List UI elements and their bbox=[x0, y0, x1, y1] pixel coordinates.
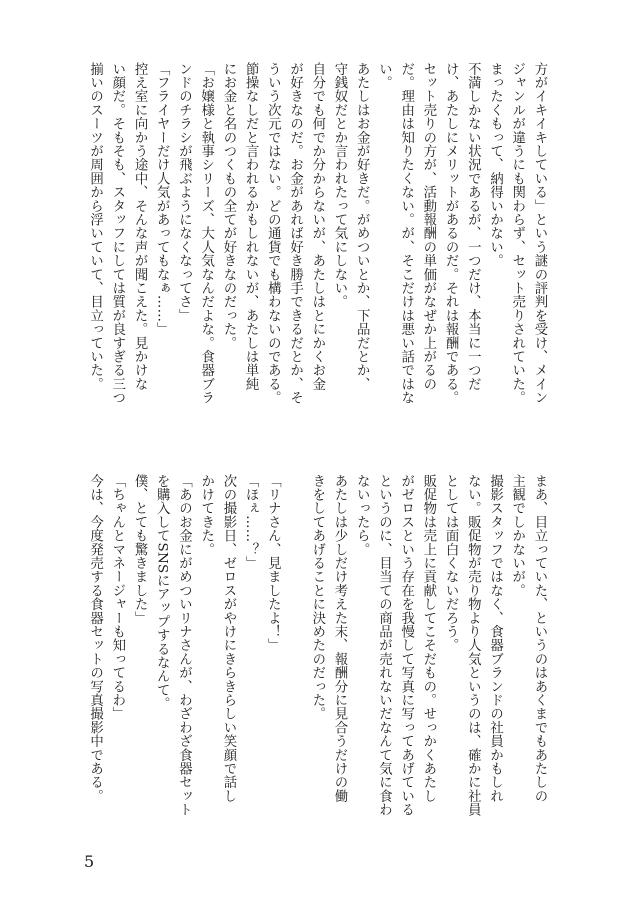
text-column: ンドのチラシが飛ぶようになくなってさ」 bbox=[176, 62, 192, 323]
text-column: きをしてあげることに決めたのだった。 bbox=[309, 474, 325, 721]
text-column: 自分でも何でか分からないが、あたしはとにかくお金 bbox=[309, 62, 325, 391]
text-column: 「フライヤーだけ人気があってもなぁ……」 bbox=[154, 62, 170, 336]
text-column: 「リナさん、見ましたよ！」 bbox=[265, 474, 281, 653]
text-column: あたしはお金が好きだ。がめついとか、下品だとか、 bbox=[354, 62, 370, 391]
text-column: 「ほぇ……？」 bbox=[243, 474, 259, 570]
text-column: まったくもって、納得いかない。 bbox=[487, 62, 503, 268]
text-column: 「あのお金にがめついリナさんが、わざわざ食器セット bbox=[176, 474, 192, 817]
text-column: ジャンルが違うにも関わらず、セット売りされていた。 bbox=[509, 62, 525, 405]
text-column: あたしは少しだけ考えた末、報酬分に見合うだけの働 bbox=[332, 474, 347, 803]
text-column: 守銭奴だとか言われたって気にしない。 bbox=[332, 62, 347, 309]
text-column: 僕、とても驚きました」 bbox=[132, 474, 148, 625]
text-column: ないったら。 bbox=[354, 474, 370, 557]
text-column: が好きなのだ。お金があれば好き勝手できるだとか、そ bbox=[287, 62, 303, 405]
page-number: 5 bbox=[84, 852, 95, 871]
text-column: としては面白くないだろう。 bbox=[443, 474, 459, 653]
text-column: だ。理由は知りたくない。が、そこだけは悪い話ではな bbox=[398, 62, 414, 405]
text-column: かけてきた。 bbox=[198, 474, 214, 557]
text-column: 「ちゃんとマネージャーも知ってるわ」 bbox=[109, 474, 125, 721]
bottom-text-block bbox=[84, 474, 550, 842]
text-column: を購入してSNSにアップするなんて。 bbox=[154, 474, 170, 711]
text-column: 今は、今度発売する食器セットの写真撮影中である。 bbox=[87, 474, 103, 803]
top-text-block bbox=[84, 62, 550, 430]
text-column: にお金と名のつくもの全てが好きなのだった。 bbox=[220, 62, 236, 350]
text-column: 揃いのスーツが周囲から浮いていて、目立っていた。 bbox=[87, 62, 103, 391]
text-column: 控え室に向かう途中、そんな声が聞こえた。見かけな bbox=[132, 62, 148, 391]
text-column: け、あたしにメリットがあるのだ。それは報酬である。 bbox=[443, 62, 459, 405]
text-column: 「お嬢様と執事シリーズ、大人気なんだよな。食器ブラ bbox=[198, 62, 214, 405]
text-column: 主観でしかないが。 bbox=[509, 474, 525, 598]
text-column: セット売りの方が、活動報酬の単価がなぜか上がるの bbox=[420, 62, 436, 391]
text-column: い顔だ。そもそも、スタッフにしては質が良すぎる三つ bbox=[109, 62, 125, 405]
text-column: 不満しかない状況であるが、一つだけ、本当に一つだ bbox=[465, 62, 481, 391]
text-column: い。 bbox=[376, 62, 392, 90]
text-column: というのに、目当ての商品が売れないだなんて気に食わ bbox=[376, 474, 392, 817]
text-column: ういう次元ではない。どの通貨でも構わないのである。 bbox=[265, 62, 281, 405]
text-column: 次の撮影日、ゼロスがやけにきらきらしい笑顔で話し bbox=[220, 474, 236, 803]
text-column: 方がイキイキしている」という謎の評判を受け、メイン bbox=[531, 62, 547, 405]
text-column: 撮影スタッフではなく、食器ブランドの社員かもしれ bbox=[487, 474, 503, 803]
text-column: 販促物は売上に貢献してこそだもの。せっかくあたし bbox=[420, 474, 436, 803]
text-column bbox=[284, 474, 306, 842]
text-column: まあ、目立っていた、というのはあくまでもあたしの bbox=[531, 474, 547, 803]
text-column: ない。販促物が売り物より人気というのは、確かに社員 bbox=[465, 474, 481, 817]
text-column: がゼロスという存在を我慢して写真に写ってあげている bbox=[398, 474, 414, 817]
text-column: 節操なしだと言われるかもしれないが、あたしは単純 bbox=[243, 62, 259, 391]
